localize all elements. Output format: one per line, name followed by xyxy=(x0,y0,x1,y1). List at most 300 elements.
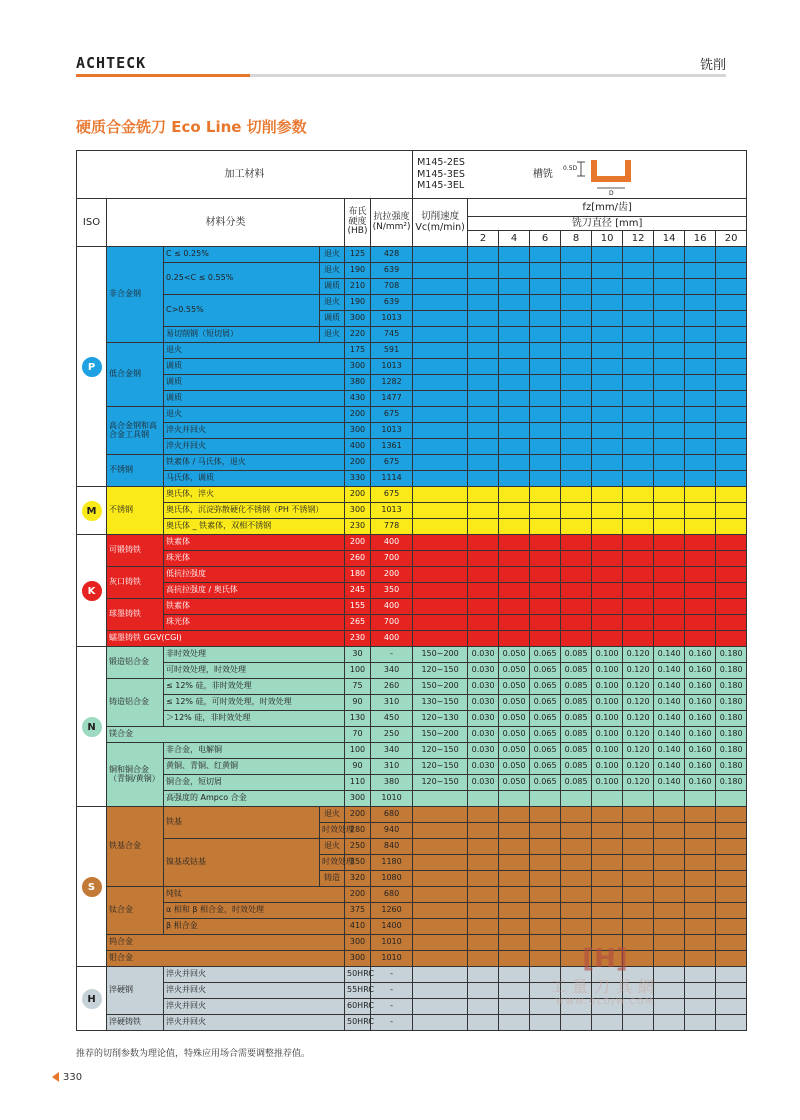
iso-cell xyxy=(77,807,107,967)
table-row xyxy=(77,743,747,759)
feed-per-tooth xyxy=(468,807,499,823)
feed-per-tooth xyxy=(623,823,654,839)
iso-cell xyxy=(77,487,107,535)
watermark-mark: [H] xyxy=(582,944,628,974)
category-header: 材料分类 xyxy=(107,199,345,247)
hardness-value: 200 xyxy=(345,407,371,423)
feed-per-tooth xyxy=(623,919,654,935)
hardness-value: 50HRC xyxy=(345,1015,371,1031)
hardness-value: 330 xyxy=(345,471,371,487)
iso-cell xyxy=(77,967,107,1031)
feed-per-tooth xyxy=(685,423,716,439)
feed-per-tooth xyxy=(499,983,530,999)
material-subtype: C>0.55% xyxy=(164,295,320,327)
feed-per-tooth xyxy=(499,343,530,359)
feed-per-tooth xyxy=(468,295,499,311)
tensile-value: 310 xyxy=(371,759,413,775)
feed-per-tooth xyxy=(654,567,685,583)
feed-per-tooth xyxy=(499,279,530,295)
material-group: 非合金钢 xyxy=(107,247,164,343)
heat-treatment: 退火 xyxy=(320,247,345,263)
hardness-value: 200 xyxy=(345,455,371,471)
material-group: 钨合金 xyxy=(107,935,345,951)
feed-per-tooth xyxy=(685,807,716,823)
material-subtype: 奥氏体 _ 铁素体，双相不锈钢 xyxy=(164,519,345,535)
feed-per-tooth xyxy=(468,535,499,551)
feed-per-tooth xyxy=(592,423,623,439)
cutting-speed: 150~200 xyxy=(413,727,468,743)
feed-per-tooth xyxy=(530,599,561,615)
model-list xyxy=(417,157,465,193)
feed-per-tooth xyxy=(499,407,530,423)
feed-per-tooth: 0.180 xyxy=(716,743,747,759)
feed-per-tooth xyxy=(530,551,561,567)
material-subtype: 淬火并回火 xyxy=(164,423,345,439)
feed-per-tooth xyxy=(654,455,685,471)
feed-per-tooth xyxy=(530,247,561,263)
feed-per-tooth xyxy=(561,1015,592,1031)
feed-per-tooth xyxy=(592,455,623,471)
feed-per-tooth xyxy=(468,791,499,807)
tensile-value: 700 xyxy=(371,551,413,567)
feed-per-tooth xyxy=(716,1015,747,1031)
feed-per-tooth xyxy=(623,327,654,343)
feed-per-tooth: 0.100 xyxy=(592,647,623,663)
table-row xyxy=(77,471,747,487)
feed-per-tooth xyxy=(468,823,499,839)
hardness-value: 300 xyxy=(345,311,371,327)
feed-per-tooth xyxy=(530,375,561,391)
feed-per-tooth xyxy=(716,407,747,423)
footnote: 推荐的切削参数为理论值，特殊应用场合需要调整推荐值。 xyxy=(76,1049,311,1059)
feed-per-tooth xyxy=(623,791,654,807)
cutting-speed xyxy=(413,631,468,647)
model-name: M145-3EL xyxy=(417,180,465,192)
feed-per-tooth xyxy=(685,967,716,983)
feed-per-tooth xyxy=(530,327,561,343)
diameter-value: 2 xyxy=(468,231,499,247)
feed-per-tooth xyxy=(499,871,530,887)
heat-treatment: 时效处理 xyxy=(320,855,345,871)
cutting-speed xyxy=(413,439,468,455)
heat-treatment: 退火 xyxy=(320,263,345,279)
feed-per-tooth xyxy=(654,807,685,823)
feed-per-tooth xyxy=(685,903,716,919)
feed-per-tooth xyxy=(685,407,716,423)
feed-per-tooth xyxy=(623,519,654,535)
feed-per-tooth xyxy=(716,551,747,567)
feed-per-tooth: 0.050 xyxy=(499,743,530,759)
cutting-speed xyxy=(413,311,468,327)
cutting-speed xyxy=(413,375,468,391)
hardness-value: 55HRC xyxy=(345,983,371,999)
table-row xyxy=(77,247,747,263)
iso-badge: K xyxy=(81,580,103,602)
feed-per-tooth: 0.065 xyxy=(530,759,561,775)
feed-per-tooth xyxy=(499,903,530,919)
hardness-value: 280 xyxy=(345,823,371,839)
feed-per-tooth xyxy=(592,439,623,455)
feed-per-tooth xyxy=(499,455,530,471)
feed-per-tooth xyxy=(685,311,716,327)
feed-per-tooth xyxy=(592,391,623,407)
cutting-parameters-table xyxy=(76,150,747,1031)
feed-per-tooth xyxy=(561,903,592,919)
cutting-speed xyxy=(413,599,468,615)
tensile-value: 680 xyxy=(371,887,413,903)
feed-per-tooth: 0.100 xyxy=(592,679,623,695)
table-row xyxy=(77,903,747,919)
heat-treatment: 退火 xyxy=(320,807,345,823)
feed-per-tooth xyxy=(468,439,499,455)
tensile-value: 1010 xyxy=(371,951,413,967)
feed-per-tooth xyxy=(499,295,530,311)
cutting-speed: 120~150 xyxy=(413,743,468,759)
feed-per-tooth xyxy=(561,487,592,503)
feed-per-tooth xyxy=(530,391,561,407)
material-subtype: 调质 xyxy=(164,359,345,375)
feed-per-tooth xyxy=(530,487,561,503)
tensile-value: 350 xyxy=(371,583,413,599)
feed-per-tooth xyxy=(623,839,654,855)
feed-per-tooth xyxy=(561,567,592,583)
feed-per-tooth xyxy=(499,423,530,439)
feed-per-tooth xyxy=(468,839,499,855)
feed-per-tooth xyxy=(592,1015,623,1031)
feed-per-tooth xyxy=(592,471,623,487)
feed-per-tooth xyxy=(592,343,623,359)
feed-per-tooth xyxy=(530,423,561,439)
feed-per-tooth xyxy=(530,615,561,631)
slot-label: 槽铣 xyxy=(532,169,553,180)
feed-per-tooth xyxy=(530,519,561,535)
feed-per-tooth xyxy=(530,791,561,807)
hardness-value: 245 xyxy=(345,583,371,599)
table-row xyxy=(77,807,747,823)
feed-per-tooth xyxy=(468,375,499,391)
material-subtype: 低抗拉强度 xyxy=(164,567,345,583)
material-subtype: 铁素体 xyxy=(164,535,345,551)
feed-per-tooth xyxy=(685,839,716,855)
feed-per-tooth xyxy=(685,295,716,311)
cutting-speed: 120~150 xyxy=(413,775,468,791)
feed-per-tooth: 0.085 xyxy=(561,775,592,791)
feed-per-tooth xyxy=(623,263,654,279)
feed-per-tooth xyxy=(499,519,530,535)
feed-per-tooth xyxy=(623,503,654,519)
feed-per-tooth xyxy=(561,327,592,343)
feed-per-tooth: 0.085 xyxy=(561,679,592,695)
tensile-value: 1361 xyxy=(371,439,413,455)
feed-per-tooth xyxy=(685,583,716,599)
feed-per-tooth xyxy=(499,615,530,631)
feed-per-tooth xyxy=(530,903,561,919)
cutting-speed xyxy=(413,887,468,903)
feed-per-tooth xyxy=(561,855,592,871)
feed-per-tooth xyxy=(530,1015,561,1031)
material-subtype: α 相和 β 相合金，时效处理 xyxy=(164,903,345,919)
feed-per-tooth xyxy=(499,327,530,343)
hardness-value: 400 xyxy=(345,439,371,455)
material-group: 铸造铝合金 xyxy=(107,679,164,727)
table-row xyxy=(77,663,747,679)
feed-per-tooth xyxy=(623,471,654,487)
feed-per-tooth: 0.140 xyxy=(654,663,685,679)
feed-per-tooth xyxy=(623,903,654,919)
material-group: 不锈钢 xyxy=(107,487,164,535)
feed-per-tooth xyxy=(561,455,592,471)
feed-per-tooth: 0.065 xyxy=(530,695,561,711)
material-subtype: 淬火并回火 xyxy=(164,439,345,455)
heat-treatment: 时效处理 xyxy=(320,823,345,839)
tensile-value: 675 xyxy=(371,407,413,423)
tensile-value: 260 xyxy=(371,679,413,695)
feed-per-tooth xyxy=(468,263,499,279)
feed-per-tooth xyxy=(623,423,654,439)
cutting-speed xyxy=(413,999,468,1015)
feed-per-tooth xyxy=(468,967,499,983)
feed-per-tooth xyxy=(499,631,530,647)
slot-milling-icon xyxy=(561,154,651,196)
feed-per-tooth: 0.030 xyxy=(468,775,499,791)
tensile-value: 940 xyxy=(371,823,413,839)
feed-per-tooth xyxy=(716,903,747,919)
feed-per-tooth: 0.160 xyxy=(685,663,716,679)
feed-per-tooth xyxy=(654,903,685,919)
tensile-value: 639 xyxy=(371,263,413,279)
feed-per-tooth xyxy=(716,935,747,951)
feed-per-tooth xyxy=(685,247,716,263)
feed-per-tooth xyxy=(592,295,623,311)
feed-per-tooth xyxy=(716,519,747,535)
tensile-value: 400 xyxy=(371,535,413,551)
diameter-value: 16 xyxy=(685,231,716,247)
feed-per-tooth: 0.065 xyxy=(530,647,561,663)
feed-per-tooth: 0.085 xyxy=(561,711,592,727)
hardness-value: 90 xyxy=(345,759,371,775)
feed-per-tooth xyxy=(592,535,623,551)
table-row xyxy=(77,391,747,407)
table-row xyxy=(77,839,747,855)
table-row xyxy=(77,407,747,423)
material-subtype: C ≤ 0.25% xyxy=(164,247,320,263)
feed-per-tooth xyxy=(685,359,716,375)
feed-per-tooth xyxy=(468,423,499,439)
feed-per-tooth xyxy=(716,871,747,887)
material-subtype: 淬火并回火 xyxy=(164,967,345,983)
table-row xyxy=(77,567,747,583)
feed-per-tooth: 0.120 xyxy=(623,695,654,711)
feed-per-tooth: 0.030 xyxy=(468,711,499,727)
cutting-speed xyxy=(413,935,468,951)
feed-per-tooth: 0.030 xyxy=(468,759,499,775)
feed-per-tooth xyxy=(530,263,561,279)
cutting-speed xyxy=(413,871,468,887)
cutting-speed xyxy=(413,279,468,295)
tensile-header: 抗拉强度(N/mm²) xyxy=(371,199,413,247)
feed-per-tooth xyxy=(499,247,530,263)
feed-per-tooth xyxy=(716,951,747,967)
feed-per-tooth xyxy=(561,295,592,311)
feed-per-tooth xyxy=(561,631,592,647)
brand-logo: ACHTECK xyxy=(76,54,147,72)
hardness-value: 75 xyxy=(345,679,371,695)
model-name: M145-2ES xyxy=(417,156,465,168)
table-row xyxy=(77,647,747,663)
feed-per-tooth xyxy=(499,391,530,407)
feed-per-tooth xyxy=(468,407,499,423)
material-subtype: 珠光体 xyxy=(164,551,345,567)
feed-per-tooth xyxy=(468,887,499,903)
hardness-value: 320 xyxy=(345,871,371,887)
feed-per-tooth xyxy=(592,839,623,855)
material-subtype: 铁素体 / 马氏体，退火 xyxy=(164,455,345,471)
tensile-value: 1282 xyxy=(371,375,413,391)
cutting-speed xyxy=(413,791,468,807)
feed-per-tooth xyxy=(623,567,654,583)
tensile-value: 1477 xyxy=(371,391,413,407)
feed-per-tooth xyxy=(592,263,623,279)
material-group: 不锈钢 xyxy=(107,455,164,487)
feed-per-tooth xyxy=(468,327,499,343)
feed-per-tooth: 0.030 xyxy=(468,663,499,679)
cutting-speed xyxy=(413,551,468,567)
material-group: 淬硬钢 xyxy=(107,967,164,1015)
feed-per-tooth xyxy=(685,343,716,359)
feed-per-tooth: 0.120 xyxy=(623,743,654,759)
tensile-value: 1010 xyxy=(371,791,413,807)
hardness-value: 60HRC xyxy=(345,999,371,1015)
feed-per-tooth xyxy=(685,935,716,951)
material-subtype: 淬火并回火 xyxy=(164,999,345,1015)
material-subtype: 退火 xyxy=(164,343,345,359)
tensile-value: 840 xyxy=(371,839,413,855)
material-subtype: ≤ 12% 硅，非时效处理 xyxy=(164,679,345,695)
feed-per-tooth xyxy=(530,567,561,583)
feed-per-tooth xyxy=(623,359,654,375)
feed-per-tooth xyxy=(685,855,716,871)
feed-per-tooth xyxy=(592,327,623,343)
cutting-speed xyxy=(413,967,468,983)
feed-per-tooth xyxy=(716,279,747,295)
feed-per-tooth: 0.120 xyxy=(623,679,654,695)
feed-per-tooth xyxy=(592,871,623,887)
feed-per-tooth xyxy=(592,359,623,375)
table-row xyxy=(77,519,747,535)
table-row xyxy=(77,695,747,711)
feed-per-tooth xyxy=(654,471,685,487)
material-subtype: 铁素体 xyxy=(164,599,345,615)
feed-per-tooth xyxy=(530,887,561,903)
feed-per-tooth xyxy=(685,263,716,279)
tensile-value: 1013 xyxy=(371,359,413,375)
table-row xyxy=(77,455,747,471)
feed-per-tooth xyxy=(654,599,685,615)
diameter-value: 4 xyxy=(499,231,530,247)
feed-per-tooth xyxy=(561,519,592,535)
feed-per-tooth: 0.100 xyxy=(592,695,623,711)
hardness-value: 110 xyxy=(345,775,371,791)
feed-per-tooth xyxy=(716,839,747,855)
feed-per-tooth xyxy=(468,983,499,999)
cutting-speed xyxy=(413,903,468,919)
feed-per-tooth xyxy=(468,631,499,647)
cutting-speed xyxy=(413,487,468,503)
feed-per-tooth xyxy=(561,247,592,263)
cutting-speed xyxy=(413,823,468,839)
feed-per-tooth: 0.065 xyxy=(530,727,561,743)
hardness-header: 布氏硬度(HB) xyxy=(345,199,371,247)
table-row xyxy=(77,583,747,599)
feed-per-tooth xyxy=(623,583,654,599)
feed-per-tooth xyxy=(654,439,685,455)
hardness-value: 130 xyxy=(345,711,371,727)
hardness-value: 210 xyxy=(345,279,371,295)
feed-per-tooth xyxy=(716,919,747,935)
feed-per-tooth xyxy=(592,919,623,935)
feed-per-tooth xyxy=(592,407,623,423)
hardness-value: 300 xyxy=(345,951,371,967)
cutting-speed xyxy=(413,455,468,471)
cutting-speed xyxy=(413,535,468,551)
hardness-value: 180 xyxy=(345,567,371,583)
feed-per-tooth xyxy=(561,887,592,903)
hardness-value: 70 xyxy=(345,727,371,743)
feed-per-tooth xyxy=(654,295,685,311)
hardness-value: 380 xyxy=(345,375,371,391)
feed-per-tooth xyxy=(468,599,499,615)
cutting-speed xyxy=(413,919,468,935)
hardness-value: 175 xyxy=(345,343,371,359)
feed-per-tooth: 0.160 xyxy=(685,743,716,759)
hardness-value: 300 xyxy=(345,359,371,375)
feed-per-tooth: 0.140 xyxy=(654,695,685,711)
feed-per-tooth xyxy=(561,407,592,423)
hardness-value: 300 xyxy=(345,503,371,519)
iso-cell xyxy=(77,247,107,487)
material-subtype: 调质 xyxy=(164,391,345,407)
tensile-value: 400 xyxy=(371,599,413,615)
feed-per-tooth: 0.120 xyxy=(623,759,654,775)
feed-per-tooth xyxy=(468,359,499,375)
feed-per-tooth xyxy=(654,519,685,535)
feed-per-tooth xyxy=(654,407,685,423)
feed-per-tooth xyxy=(530,455,561,471)
feed-per-tooth xyxy=(499,359,530,375)
feed-per-tooth: 0.140 xyxy=(654,759,685,775)
feed-per-tooth xyxy=(499,951,530,967)
table-row xyxy=(77,535,747,551)
table-row xyxy=(77,343,747,359)
iso-cell xyxy=(77,647,107,807)
tensile-value: 708 xyxy=(371,279,413,295)
feed-per-tooth xyxy=(530,407,561,423)
feed-per-tooth xyxy=(468,615,499,631)
feed-per-tooth xyxy=(499,807,530,823)
feed-per-tooth xyxy=(685,471,716,487)
feed-per-tooth xyxy=(561,615,592,631)
feed-per-tooth xyxy=(468,487,499,503)
feed-per-tooth xyxy=(592,487,623,503)
feed-per-tooth xyxy=(623,311,654,327)
feed-per-tooth: 0.140 xyxy=(654,647,685,663)
feed-per-tooth xyxy=(716,855,747,871)
feed-per-tooth xyxy=(561,551,592,567)
feed-per-tooth xyxy=(685,999,716,1015)
feed-per-tooth xyxy=(654,311,685,327)
feed-per-tooth xyxy=(716,967,747,983)
model-name: M145-3ES xyxy=(417,168,465,180)
